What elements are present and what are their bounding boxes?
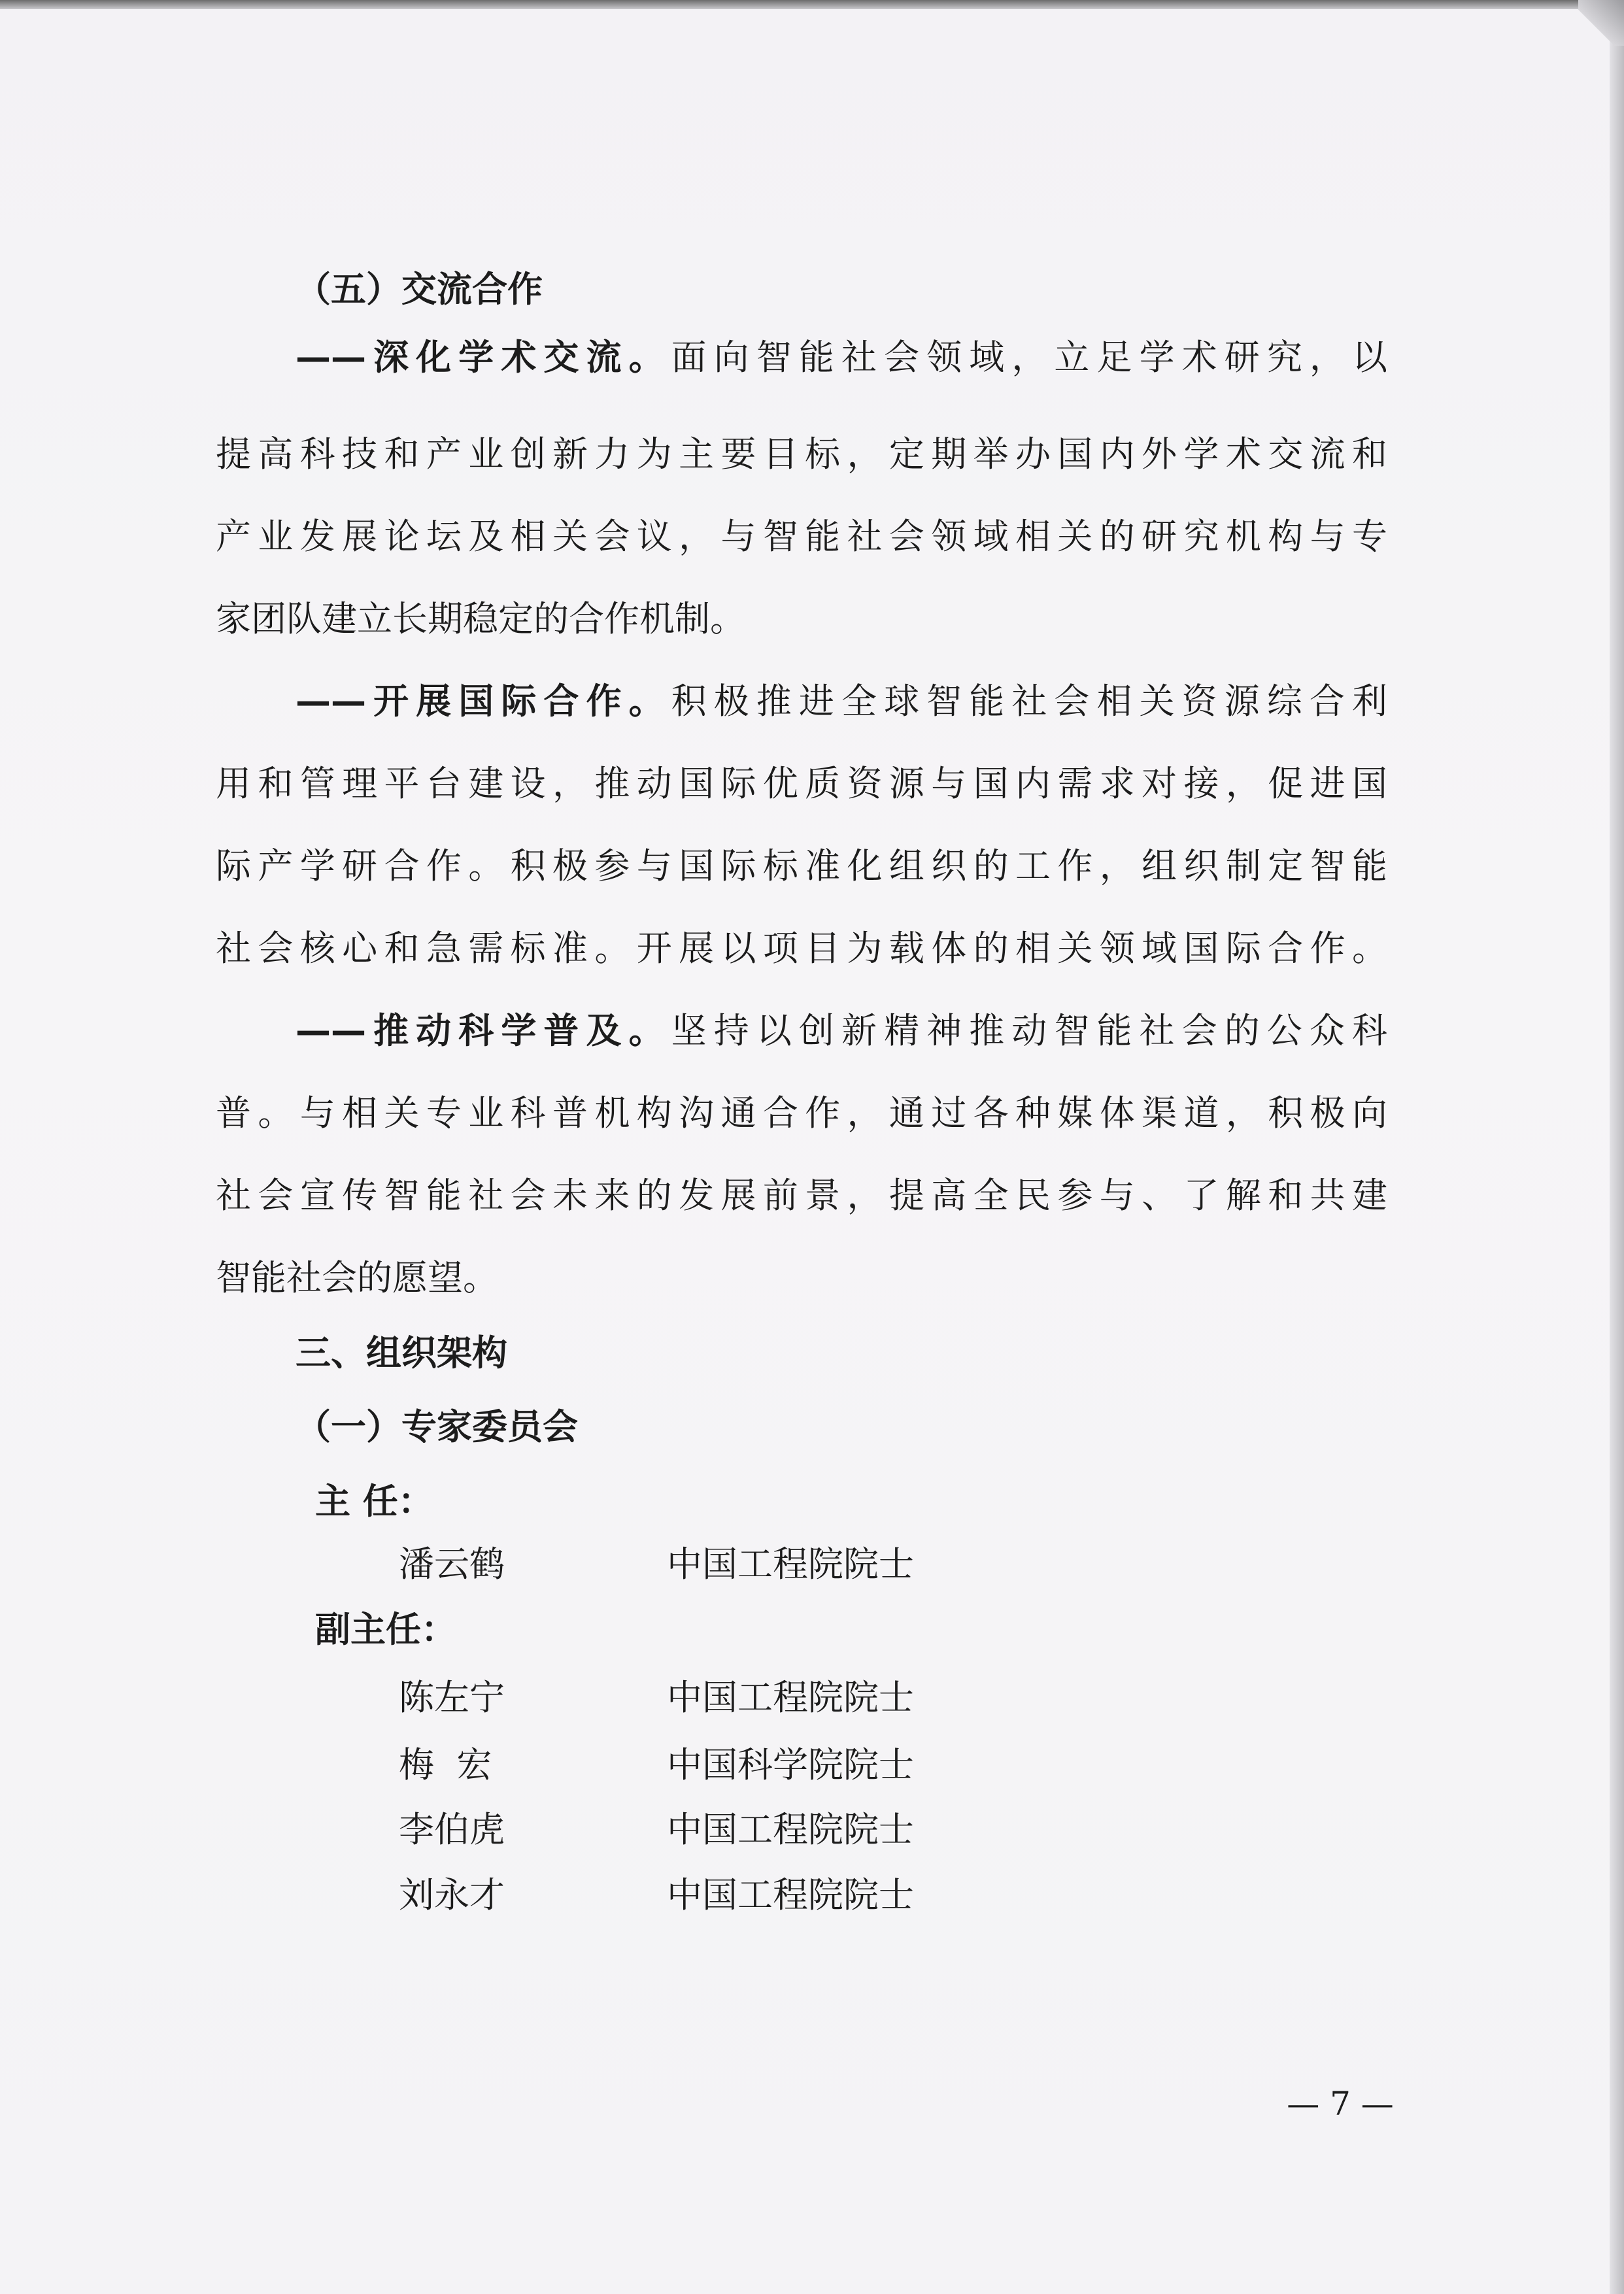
paragraph-line: 提高科技和产业创新力为主要目标，定期举办国内外学术交流和 — [216, 433, 1387, 475]
paragraph-text: 积极推进全球智能社会相关资源综合利 — [671, 681, 1388, 722]
member-name: 李伯虎 — [399, 1809, 505, 1850]
paragraph-lead: ——推动科学普及。 — [296, 1010, 671, 1051]
paragraph-line: 普。与相关专业科普机构沟通合作，通过各种媒体渠道，积极向 — [216, 1092, 1387, 1134]
subsection-heading: （一）专家委员会 — [296, 1406, 578, 1447]
paragraph-text: 坚持以创新精神推动智能社会的公众科 — [671, 1010, 1388, 1051]
member-title: 中国工程院院士 — [667, 1809, 914, 1850]
paragraph-lead: ——深化学术交流。 — [296, 337, 671, 378]
paragraph-line: 智能社会的愿望。 — [216, 1257, 498, 1298]
member-name: 梅 宏 — [399, 1744, 492, 1785]
member-title: 中国工程院院士 — [667, 1543, 914, 1585]
paragraph-line: 社会宣传智能社会未来的发展前景，提高全民参与、了解和共建 — [216, 1175, 1387, 1216]
member-title: 中国工程院院士 — [667, 1677, 914, 1718]
member-title: 中国科学院院士 — [667, 1744, 914, 1785]
paragraph-line — [296, 335, 1387, 380]
member-title: 中国工程院院士 — [667, 1874, 914, 1915]
paragraph-text: 面向智能社会领域，立足学术研究，以 — [671, 337, 1388, 378]
scan-top-edge — [0, 0, 1624, 9]
section-heading: （五）交流合作 — [296, 269, 543, 310]
paragraph-line: 社会核心和急需标准。开展以项目为载体的相关领域国际合作。 — [216, 928, 1387, 969]
deputy-label: 副主任： — [315, 1609, 456, 1650]
paragraph-line — [296, 679, 1387, 724]
member-name: 潘云鹤 — [399, 1543, 505, 1585]
paragraph-lead: ——开展国际合作。 — [296, 681, 671, 722]
section-heading: 三、组织架构 — [296, 1332, 507, 1374]
director-label: 主 任： — [315, 1481, 433, 1522]
paragraph-line — [296, 1008, 1387, 1054]
paragraph-line: 际产学研合作。积极参与国际标准化组织的工作，组织制定智能 — [216, 845, 1387, 886]
member-name: 陈左宁 — [399, 1677, 505, 1718]
paragraph-line: 产业发展论坛及相关会议，与智能社会领域相关的研究机构与专 — [216, 516, 1387, 557]
scan-right-edge — [1610, 0, 1624, 2294]
paragraph-line: 用和管理平台建设，推动国际优质资源与国内需求对接，促进国 — [216, 763, 1387, 804]
paragraph-line: 家团队建立长期稳定的合作机制。 — [216, 598, 745, 639]
scan-folded-corner — [1578, 0, 1624, 46]
page-number: — 7 — — [1287, 2085, 1394, 2123]
member-name: 刘永才 — [399, 1874, 505, 1915]
